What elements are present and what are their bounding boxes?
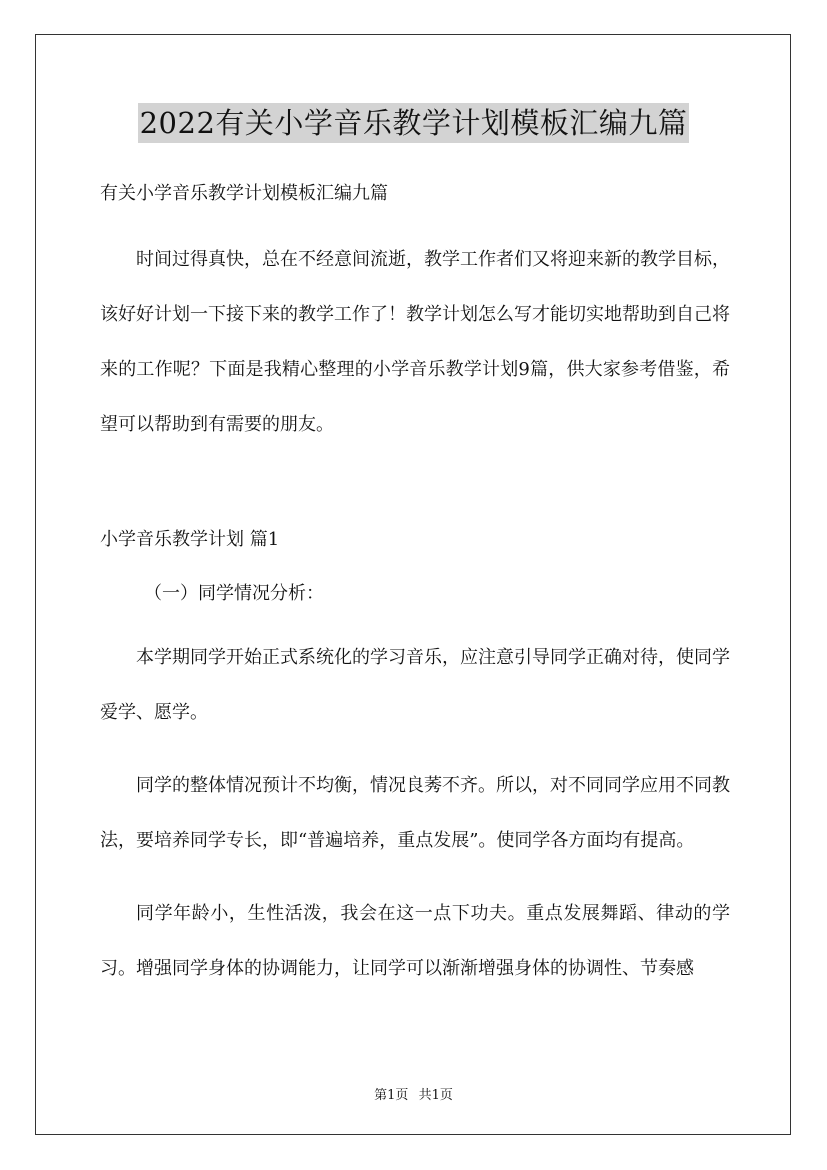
page-number: 第1页 [374, 1088, 409, 1103]
body-paragraph: 同学年龄小，生性活泼，我会在这一点下功夫。重点发展舞蹈、律动的学习。增强同学身体的协调能力，让同学可以渐渐增强身体的协调性、节奏感 [100, 903, 730, 979]
document-title: 2022有关小学音乐教学计划模板汇编九篇 [138, 103, 690, 143]
page-footer [0, 1084, 827, 1103]
intro-paragraph: 时间过得真快，总在不经意间流逝，教学工作者们又将迎来新的教学目标，该好好计划一下接下来的教学工作了！教学计划怎么写才能切实地帮助到自己将来的工作呢？下面是我精心整理的小学音乐教学计划9篇，供大家参考借鉴，希望可以帮助到有需要的朋友。 [100, 249, 730, 435]
body-paragraph: 本学期同学开始正式系统化的学习音乐，应注意引导同学正确对待，使同学爱学、愿学。 [100, 647, 730, 723]
item-heading: （一）同学情况分析： [144, 583, 324, 604]
title-container [0, 103, 827, 143]
document-subtitle: 有关小学音乐教学计划模板汇编九篇 [100, 183, 388, 204]
body-paragraph: 同学的整体情况预计不均衡，情况良莠不齐。所以，对不同同学应用不同教法，要培养同学专长，即“普遍培养，重点发展”。使同学各方面均有提高。 [100, 775, 730, 851]
page-total: 共1页 [418, 1088, 453, 1103]
section-heading: 小学音乐教学计划 篇1 [100, 529, 280, 550]
document-body [100, 176, 730, 996]
